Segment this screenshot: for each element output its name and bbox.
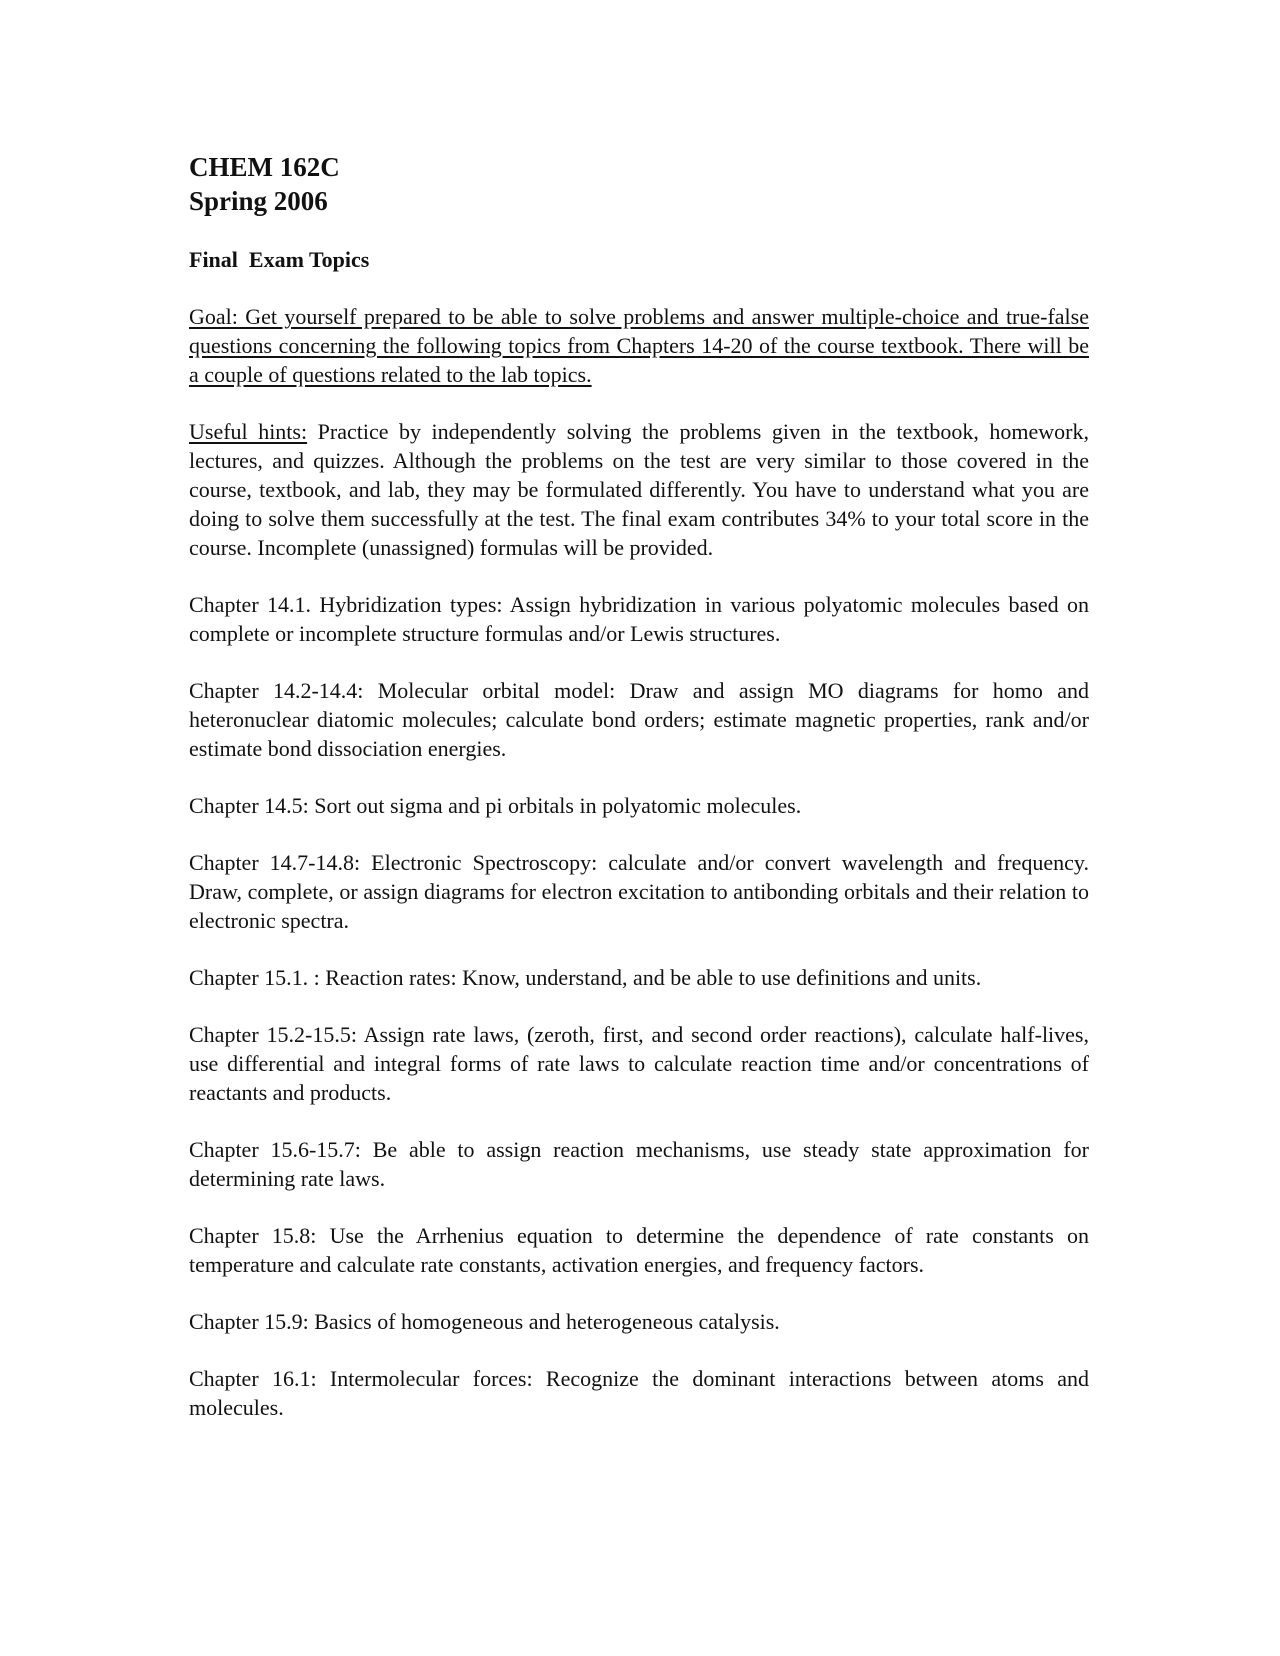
document-page: [189, 150, 1089, 1422]
course-code: CHEM 162C: [189, 152, 340, 182]
chapter-topic-14-1: Chapter 14.1. Hybridization types: Assign hybridization in various polyatomic molecules based on complete or incomplete structure formulas and/or Lewis structures.: [189, 592, 1089, 646]
chapter-topic-15-1: Chapter 15.1. : Reaction rates: Know, understand, and be able to use definitions and units.: [189, 965, 982, 990]
section-title: Final Exam Topics: [189, 247, 370, 272]
chapter-topic-15-2: Chapter 15.2-15.5: Assign rate laws, (zeroth, first, and second order reactions), calculate half-lives, use differential and integral forms of rate laws to calculate reaction time and/or concentrations of reactants and products.: [189, 1022, 1089, 1105]
hints-paragraph: [189, 417, 1089, 562]
goal-paragraph: Goal: Get yourself prepared to be able to solve problems and answer multiple-choice and true-false questions concerning the following topics from Chapters 14-20 of the course textbook. There will be a couple of questions related to the lab topics.: [189, 304, 1089, 387]
hints-label: Useful hints:: [189, 419, 308, 444]
chapter-topic-16-1: Chapter 16.1: Intermolecular forces: Recognize the dominant interactions between atoms and molecules.: [189, 1366, 1089, 1420]
chapter-topic-14-5: Chapter 14.5: Sort out sigma and pi orbitals in polyatomic molecules.: [189, 793, 802, 818]
chapter-topic-15-8: Chapter 15.8: Use the Arrhenius equation to determine the dependence of rate constants on temperature and calculate rate constants, activation energies, and frequency factors.: [189, 1223, 1089, 1277]
chapter-topic-14-2: Chapter 14.2-14.4: Molecular orbital model: Draw and assign MO diagrams for homo and heteronuclear diatomic molecules; calculate bond orders; estimate magnetic properties, rank and/or estimate bond dissociation energies.: [189, 678, 1089, 761]
hints-text: Practice by independently solving the problems given in the textbook, homework, lectures, and quizzes. Although the problems on the test are very similar to those covered in the course, textbook, and lab, they may be formulated differently. You have to understand what you are doing to solve them successfully at the test. The final exam contributes 34% to your total score in the course. Incomplete (unassigned) formulas will be provided.: [189, 419, 1089, 560]
chapter-topic-15-9: Chapter 15.9: Basics of homogeneous and heterogeneous catalysis.: [189, 1309, 780, 1334]
chapter-topic-14-7: Chapter 14.7-14.8: Electronic Spectroscopy: calculate and/or convert wavelength and frequency. Draw, complete, or assign diagrams for electron excitation to antibonding orbitals and their relation to electronic spectra.: [189, 850, 1089, 933]
course-term: Spring 2006: [189, 186, 328, 216]
chapter-topic-15-6: Chapter 15.6-15.7: Be able to assign reaction mechanisms, use steady state approximation for determining rate laws.: [189, 1137, 1089, 1191]
